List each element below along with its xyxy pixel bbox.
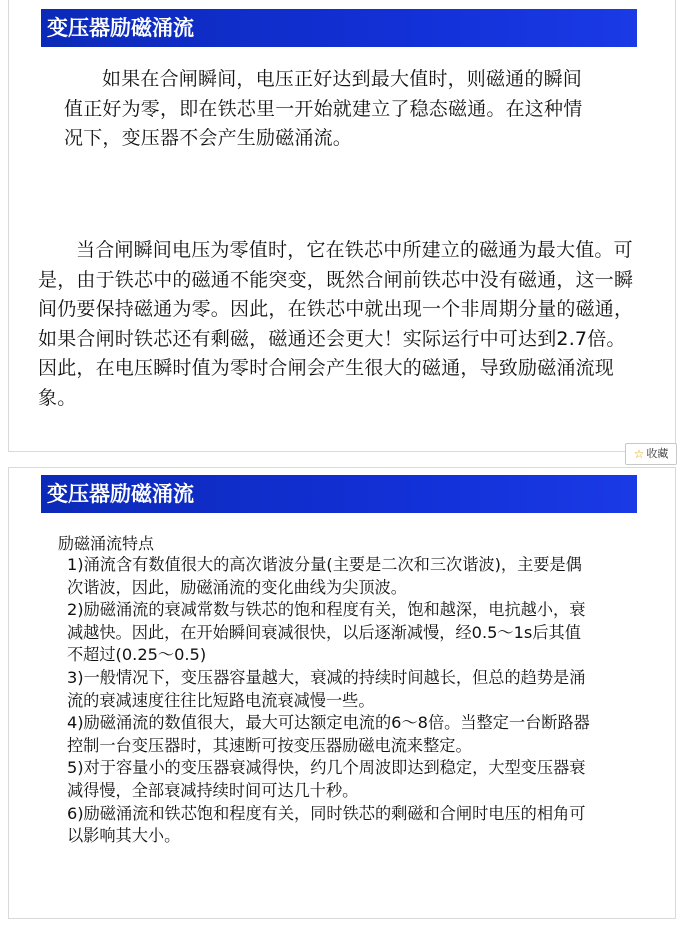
slide-1-paragraph-1: 如果在合闸瞬间，电压正好达到最大值时，则磁通的瞬间值正好为零，即在铁芯里一开始就建立了稳态磁通。在这种情况下，变压器不会产生励磁涌流。 [64,68,583,149]
list-item: 2)励磁涌流的衰减常数与铁芯的饱和程度有关，饱和越深，电抗越小，衰减越快。因此，在开始瞬间衰减很快，以后逐渐减慢，经0.5～1s后其值不超过(0.25～0.5) [67,600,586,665]
favorite-label: 收藏 [646,447,669,460]
feature-list [67,554,597,848]
slide-2-title: 变压器励磁涌流 [41,475,637,513]
list-item: 3)一般情况下，变压器容量越大，衰减的持续时间越长，但总的趋势是涌流的衰减速度往往比短路电流衰减慢一些。 [67,667,586,710]
slide-2-subheading: 励磁涌流特点 [58,534,155,553]
list-item: 5)对于容量小的变压器衰减得快，约几个周波即达到稳定，大型变压器衰减得慢，全部衰减持续时间可达几十秒。 [67,758,586,800]
list-item: 4)励磁涌流的数值很大，最大可达额定电流的6～8倍。当整定一台断路器控制一台变压器时，其速断可按变压器励磁电流来整定。 [67,713,590,755]
favorite-button[interactable] [625,443,677,465]
slide-1-paragraph-2: 当合闸瞬间电压为零值时，它在铁芯中所建立的磁通为最大值。可是，由于铁芯中的磁通不能突变，既然合闸前铁芯中没有磁通，这一瞬间仍要保持磁通为零。因此，在铁芯中就出现一个非周期分量的磁通，如果合闸时铁芯还有剩磁，磁通还会更大！实际运行中可达到2.7倍。因此，在电压瞬时值为零时合闸会产生很大的磁通，导致励磁涌流现象。 [38,239,634,409]
list-item: 1)涌流含有数值很大的高次谐波分量(主要是二次和三次谐波)，主要是偶次谐波，因此，励磁涌流的变化曲线为尖顶波。 [67,555,582,597]
star-icon: ☆ [633,447,645,461]
slide-1-title: 变压器励磁涌流 [41,9,637,47]
list-item: 6)励磁涌流和铁芯饱和程度有关，同时铁芯的剩磁和合闸时电压的相角可以影响其大小。 [67,803,586,846]
